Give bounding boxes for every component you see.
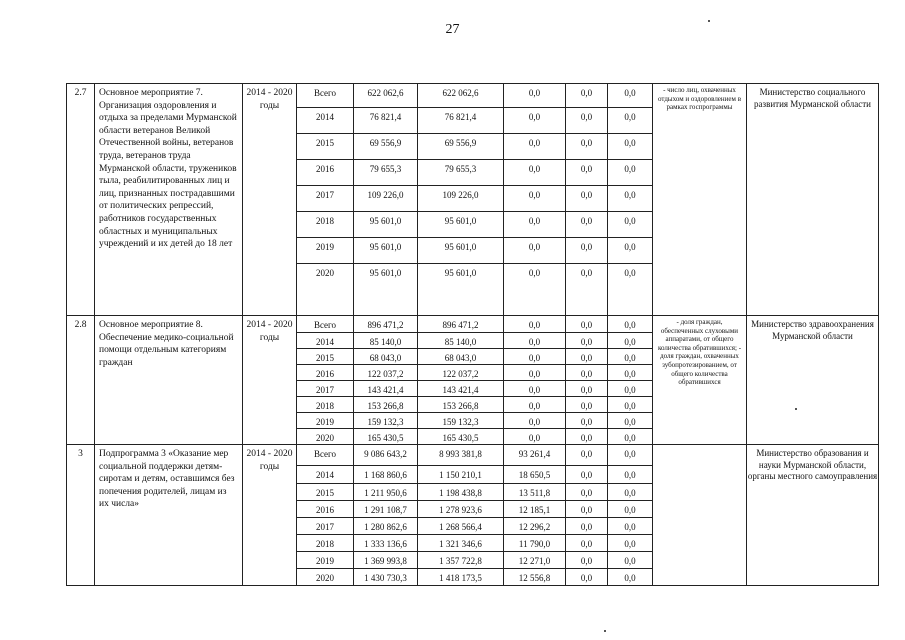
cell-total: 69 556,9: [354, 134, 418, 160]
cell-other: 0,0: [608, 349, 653, 365]
cell-total: 896 471,2: [354, 316, 418, 333]
cell-period: Всего: [297, 316, 354, 333]
cell-federal-budget: 0,0: [504, 397, 566, 413]
activity-name: Основное мероприятие 8. Обеспечение медико-социальной помощи отдельным категориям граждан: [95, 316, 243, 445]
cell-regional-budget: 1 357 722,8: [418, 552, 504, 569]
cell-federal-budget: 0,0: [504, 212, 566, 238]
cell-regional-budget: 95 601,0: [418, 212, 504, 238]
cell-regional-budget: 85 140,0: [418, 333, 504, 349]
cell-regional-budget: 153 266,8: [418, 397, 504, 413]
cell-local-budget: 0,0: [566, 238, 608, 264]
cell-local-budget: 0,0: [566, 84, 608, 108]
cell-regional-budget: 143 421,4: [418, 381, 504, 397]
cell-total: 9 086 643,2: [354, 445, 418, 466]
cell-regional-budget: 1 150 210,1: [418, 466, 504, 484]
cell-regional-budget: 1 278 923,6: [418, 501, 504, 518]
cell-other: 0,0: [608, 134, 653, 160]
cell-period: 2014: [297, 333, 354, 349]
cell-period: 2017: [297, 186, 354, 212]
activity-name: Основное мероприятие 7. Организация оздоровления и отдыха за пределами Мурманской области ветеранов Великой Отечественной войны, ветеранов труда, ветеранов труда Мурманской области, тружеников тыла, реабилитированных лиц и лиц, признанных пострадавшими от политических репрессий, работников государственных областных и муниципальных учреждений и их детей до 18 лет: [95, 84, 243, 316]
cell-local-budget: 0,0: [566, 445, 608, 466]
cell-local-budget: 0,0: [566, 108, 608, 134]
cell-period: Всего: [297, 84, 354, 108]
cell-total: 1 291 108,7: [354, 501, 418, 518]
indicator-text: - доля граждан, обеспеченных слуховыми аппаратами, от общего количества обратившихся; - доля граждан, охваченных зубопротезированием, от общего количества обратившихся: [653, 316, 747, 445]
cell-local-budget: 0,0: [566, 569, 608, 586]
cell-period: 2015: [297, 349, 354, 365]
cell-period: 2019: [297, 238, 354, 264]
cell-regional-budget: 622 062,6: [418, 84, 504, 108]
period-years: 2014 - 2020 годы: [243, 316, 297, 445]
cell-total: 143 421,4: [354, 381, 418, 397]
cell-other: 0,0: [608, 333, 653, 349]
cell-period: 2015: [297, 484, 354, 501]
cell-local-budget: 0,0: [566, 484, 608, 501]
cell-local-budget: 0,0: [566, 535, 608, 552]
cell-other: 0,0: [608, 365, 653, 381]
cell-other: 0,0: [608, 445, 653, 466]
cell-regional-budget: 122 037,2: [418, 365, 504, 381]
cell-regional-budget: 8 993 381,8: [418, 445, 504, 466]
indicator-text: - число лиц, охваченных отдыхом и оздоровлением в рамках госпрограммы: [653, 84, 747, 316]
cell-federal-budget: 0,0: [504, 160, 566, 186]
indicator-text: [653, 445, 747, 586]
cell-period: 2016: [297, 160, 354, 186]
cell-federal-budget: 12 296,2: [504, 518, 566, 535]
cell-total: 1 280 862,6: [354, 518, 418, 535]
cell-federal-budget: 0,0: [504, 413, 566, 429]
cell-federal-budget: 0,0: [504, 264, 566, 316]
cell-total: 153 266,8: [354, 397, 418, 413]
cell-period: 2018: [297, 397, 354, 413]
cell-total: 1 369 993,8: [354, 552, 418, 569]
responsible-executor: Министерство образования и науки Мурманской области, органы местного самоуправления: [747, 445, 879, 586]
cell-total: 76 821,4: [354, 108, 418, 134]
cell-period: 2015: [297, 134, 354, 160]
cell-other: 0,0: [608, 429, 653, 445]
cell-total: 159 132,3: [354, 413, 418, 429]
cell-other: 0,0: [608, 466, 653, 484]
responsible-executor: Министерство социального развития Мурманской области: [747, 84, 879, 316]
cell-other: 0,0: [608, 316, 653, 333]
activity-name: Подпрограмма 3 «Оказание мер социальной поддержки детям-сиротам и детям, оставшимся без попечения родителей, лицам из их числа»: [95, 445, 243, 586]
cell-regional-budget: 95 601,0: [418, 238, 504, 264]
cell-period: 2016: [297, 365, 354, 381]
cell-regional-budget: 1 198 438,8: [418, 484, 504, 501]
cell-local-budget: 0,0: [566, 501, 608, 518]
cell-other: 0,0: [608, 381, 653, 397]
cell-federal-budget: 93 261,4: [504, 445, 566, 466]
cell-federal-budget: 0,0: [504, 316, 566, 333]
cell-federal-budget: 0,0: [504, 108, 566, 134]
cell-regional-budget: 109 226,0: [418, 186, 504, 212]
cell-local-budget: 0,0: [566, 381, 608, 397]
cell-other: 0,0: [608, 186, 653, 212]
cell-local-budget: 0,0: [566, 264, 608, 316]
cell-other: 0,0: [608, 212, 653, 238]
cell-regional-budget: 76 821,4: [418, 108, 504, 134]
cell-federal-budget: 0,0: [504, 238, 566, 264]
cell-period: 2018: [297, 212, 354, 238]
cell-period: 2016: [297, 501, 354, 518]
cell-other: 0,0: [608, 518, 653, 535]
cell-total: 1 430 730,3: [354, 569, 418, 586]
cell-other: 0,0: [608, 108, 653, 134]
cell-period: Всего: [297, 445, 354, 466]
cell-local-budget: 0,0: [566, 160, 608, 186]
cell-federal-budget: 0,0: [504, 349, 566, 365]
cell-federal-budget: 0,0: [504, 365, 566, 381]
cell-total: 95 601,0: [354, 212, 418, 238]
row-number: 2.7: [67, 84, 95, 316]
cell-other: 0,0: [608, 552, 653, 569]
cell-other: 0,0: [608, 484, 653, 501]
program-table: [66, 83, 879, 586]
cell-federal-budget: 12 556,8: [504, 569, 566, 586]
cell-local-budget: 0,0: [566, 397, 608, 413]
cell-period: 2018: [297, 535, 354, 552]
cell-other: 0,0: [608, 569, 653, 586]
cell-local-budget: 0,0: [566, 365, 608, 381]
cell-period: 2019: [297, 413, 354, 429]
cell-local-budget: 0,0: [566, 552, 608, 569]
page-number: 27: [445, 22, 460, 37]
cell-period: 2020: [297, 429, 354, 445]
cell-total: 85 140,0: [354, 333, 418, 349]
cell-period: 2014: [297, 466, 354, 484]
cell-total: 95 601,0: [354, 238, 418, 264]
cell-total: 165 430,5: [354, 429, 418, 445]
cell-period: 2020: [297, 264, 354, 316]
cell-total: 1 211 950,6: [354, 484, 418, 501]
cell-total: 109 226,0: [354, 186, 418, 212]
table-row: [67, 316, 879, 333]
cell-period: 2017: [297, 381, 354, 397]
cell-federal-budget: 0,0: [504, 186, 566, 212]
cell-other: 0,0: [608, 238, 653, 264]
table-row: [67, 445, 879, 466]
cell-regional-budget: 896 471,2: [418, 316, 504, 333]
cell-local-budget: 0,0: [566, 413, 608, 429]
cell-regional-budget: 165 430,5: [418, 429, 504, 445]
cell-federal-budget: 0,0: [504, 84, 566, 108]
cell-total: 68 043,0: [354, 349, 418, 365]
row-number: 2.8: [67, 316, 95, 445]
cell-federal-budget: 12 185,1: [504, 501, 566, 518]
cell-regional-budget: 95 601,0: [418, 264, 504, 316]
cell-regional-budget: 1 268 566,4: [418, 518, 504, 535]
cell-other: 0,0: [608, 84, 653, 108]
period-years: 2014 - 2020 годы: [243, 84, 297, 316]
cell-local-budget: 0,0: [566, 186, 608, 212]
responsible-executor: Министерство здравоохранения Мурманской области: [747, 316, 879, 445]
cell-regional-budget: 79 655,3: [418, 160, 504, 186]
cell-local-budget: 0,0: [566, 518, 608, 535]
cell-federal-budget: 12 271,0: [504, 552, 566, 569]
cell-total: 622 062,6: [354, 84, 418, 108]
cell-federal-budget: 18 650,5: [504, 466, 566, 484]
cell-federal-budget: 0,0: [504, 134, 566, 160]
cell-total: 1 168 860,6: [354, 466, 418, 484]
cell-federal-budget: 0,0: [504, 381, 566, 397]
cell-other: 0,0: [608, 264, 653, 316]
cell-federal-budget: 0,0: [504, 429, 566, 445]
cell-regional-budget: 1 418 173,5: [418, 569, 504, 586]
cell-local-budget: 0,0: [566, 466, 608, 484]
cell-regional-budget: 68 043,0: [418, 349, 504, 365]
cell-regional-budget: 69 556,9: [418, 134, 504, 160]
period-years: 2014 - 2020 годы: [243, 445, 297, 586]
cell-period: 2019: [297, 552, 354, 569]
cell-federal-budget: 13 511,8: [504, 484, 566, 501]
cell-regional-budget: 1 321 346,6: [418, 535, 504, 552]
cell-local-budget: 0,0: [566, 429, 608, 445]
cell-local-budget: 0,0: [566, 333, 608, 349]
cell-total: 122 037,2: [354, 365, 418, 381]
cell-other: 0,0: [608, 413, 653, 429]
cell-other: 0,0: [608, 160, 653, 186]
cell-total: 1 333 136,6: [354, 535, 418, 552]
cell-other: 0,0: [608, 397, 653, 413]
cell-other: 0,0: [608, 535, 653, 552]
cell-period: 2014: [297, 108, 354, 134]
cell-local-budget: 0,0: [566, 134, 608, 160]
table-row: [67, 84, 879, 108]
cell-federal-budget: 11 790,0: [504, 535, 566, 552]
cell-period: 2020: [297, 569, 354, 586]
cell-federal-budget: 0,0: [504, 333, 566, 349]
row-number: 3: [67, 445, 95, 586]
cell-regional-budget: 159 132,3: [418, 413, 504, 429]
cell-local-budget: 0,0: [566, 316, 608, 333]
cell-local-budget: 0,0: [566, 212, 608, 238]
cell-local-budget: 0,0: [566, 349, 608, 365]
cell-total: 95 601,0: [354, 264, 418, 316]
cell-total: 79 655,3: [354, 160, 418, 186]
cell-other: 0,0: [608, 501, 653, 518]
cell-period: 2017: [297, 518, 354, 535]
